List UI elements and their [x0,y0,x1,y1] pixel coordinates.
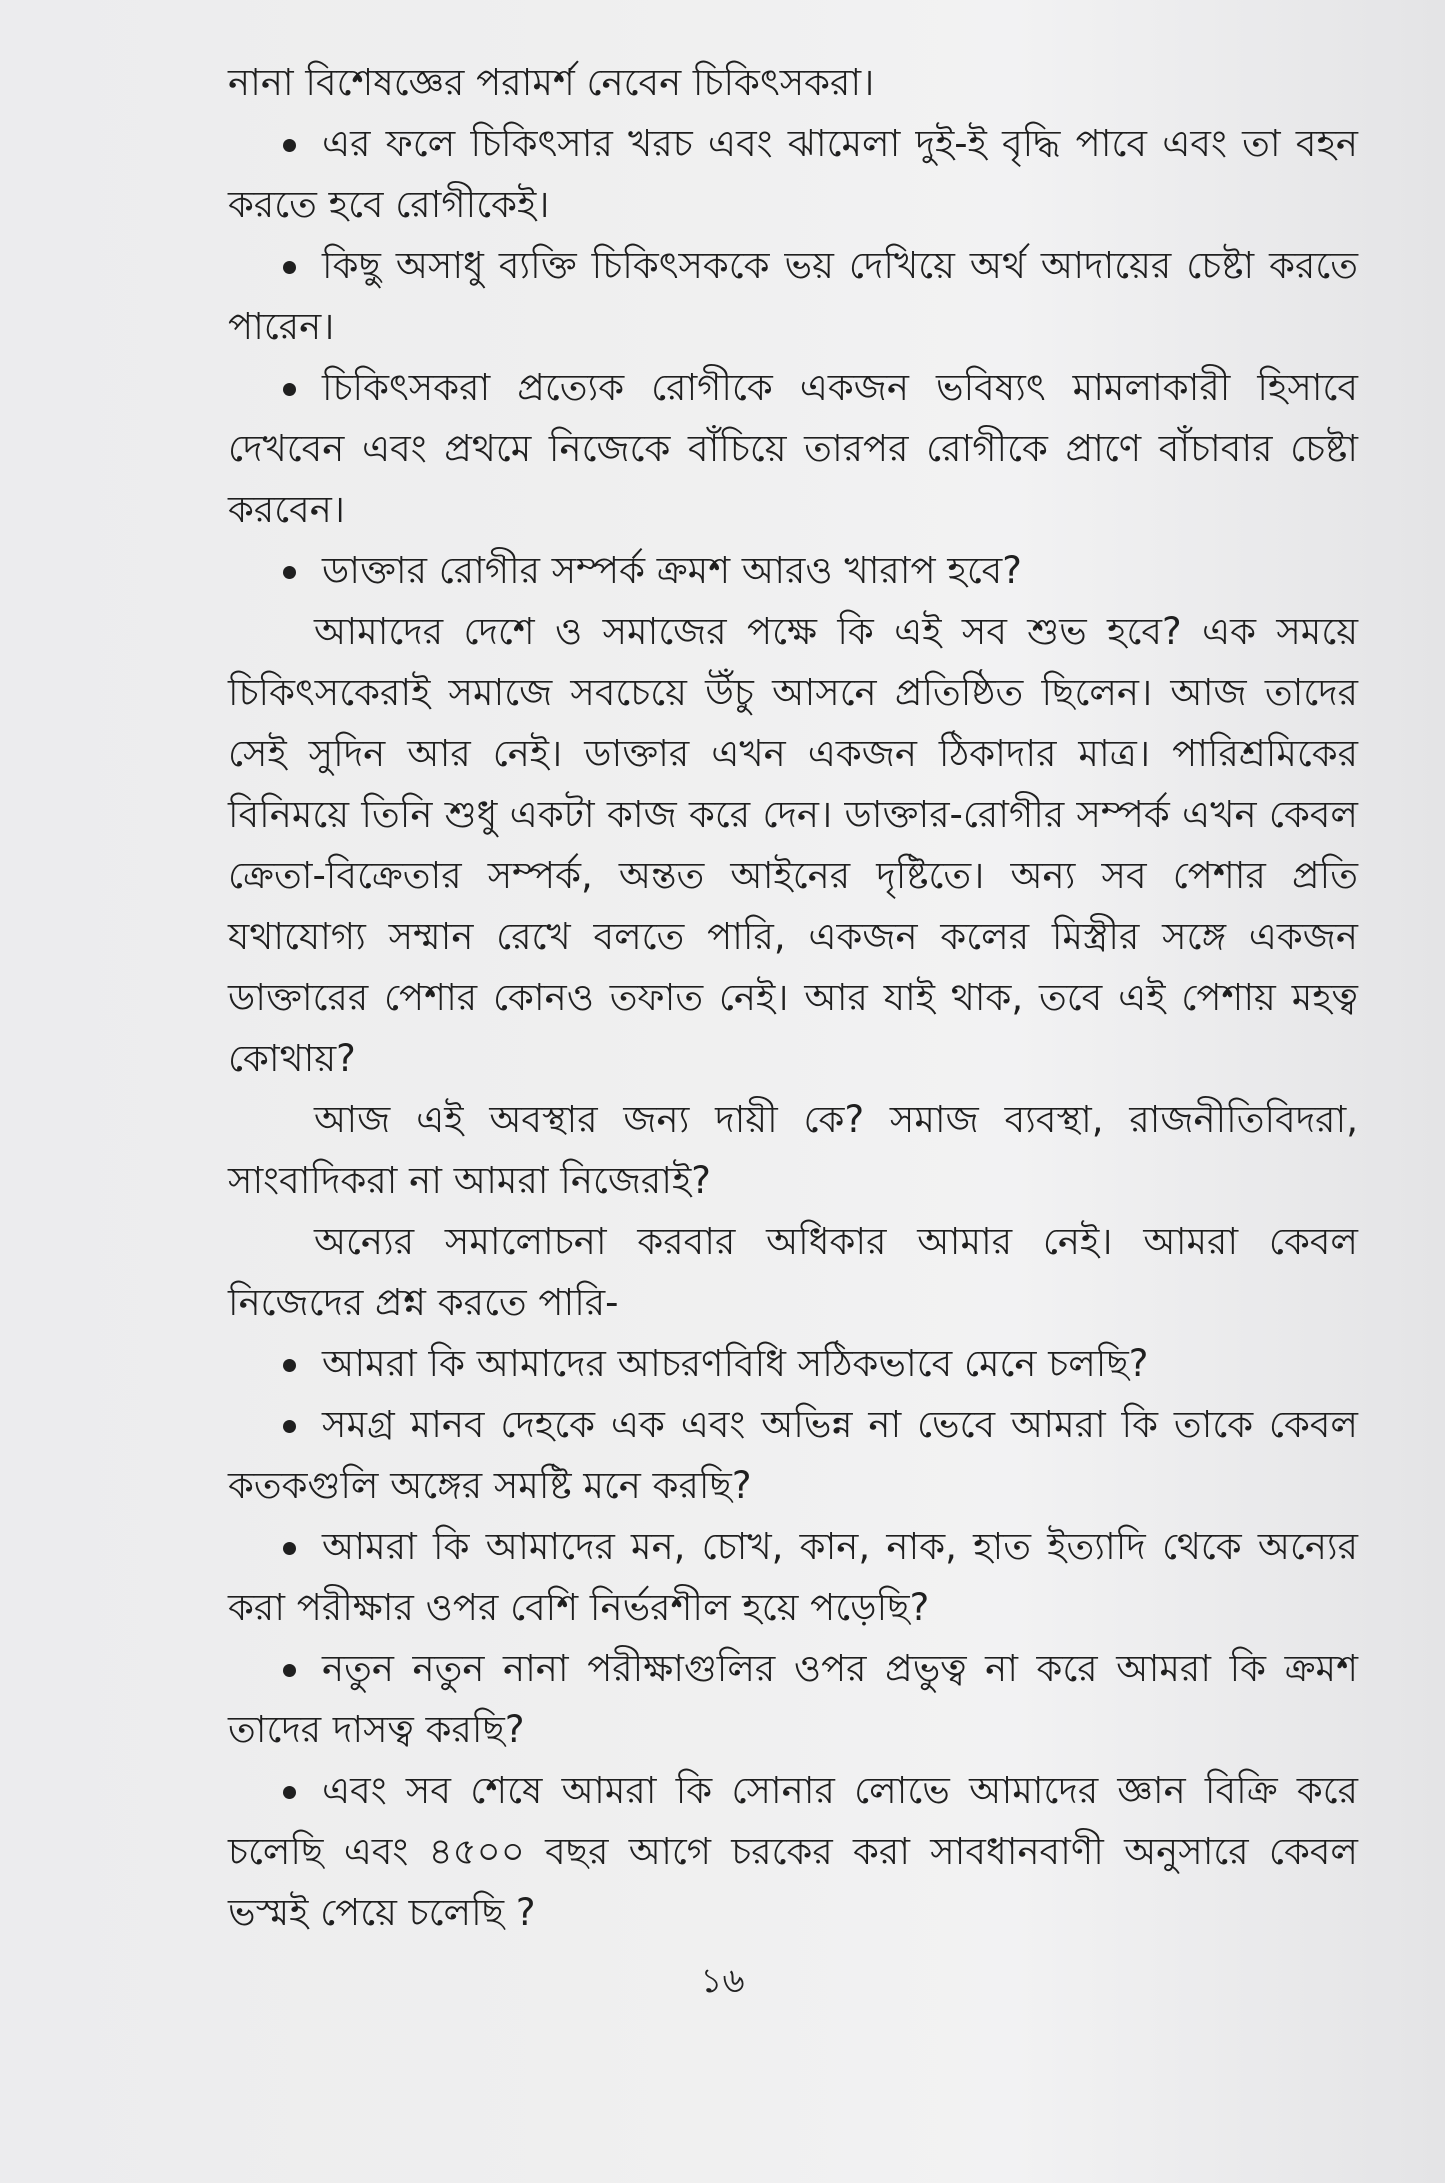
bullet-item-8-text: নতুন নতুন নানা পরীক্ষাগুলির ওপর প্রভুত্ব না করে আমরা কি ক্রমশ তাদের দাসত্ব করছি? [228,1647,1358,1751]
page-number: ১৬ [700,1961,745,2001]
bullet-icon [283,1786,296,1799]
paragraph-3 [228,1089,1358,1211]
bullet-item-6-text: সমগ্র মানব দেহকে এক এবং অভিন্ন না ভেবে আমরা কি তাকে কেবল কতকগুলি অঙ্গের সমষ্টি মনে করছি? [228,1403,1358,1507]
bullet-item-3-text: চিকিৎসকরা প্রত্যেক রোগীকে একজন ভবিষ্যৎ মামলাকারী হিসাবে দেখবেন এবং প্রথমে নিজেকে বাঁচিয়ে তারপর রোগীকে প্রাণে বাঁচাবার চেষ্টা করবেন। [228,366,1358,531]
body-text [228,52,1358,1943]
bullet-item-4 [228,540,1358,601]
bullet-icon [283,1420,296,1433]
bullet-icon [283,139,296,152]
paragraph-1 [228,52,1358,113]
bullet-item-7 [228,1516,1358,1638]
bullet-icon [283,566,296,579]
bullet-item-8 [228,1638,1358,1760]
bullet-item-2-text: কিছু অসাধু ব্যক্তি চিকিৎসককে ভয় দেখিয়ে অর্থ আদায়ের চেষ্টা করতে পারেন। [228,244,1358,348]
bullet-icon [283,383,296,396]
bullet-item-5-text: আমরা কি আমাদের আচরণবিধি সঠিকভাবে মেনে চলছি? [322,1342,1149,1385]
paragraph-2-text: আমাদের দেশে ও সমাজের পক্ষে কি এই সব শুভ হবে? এক সময়ে চিকিৎসকেরাই সমাজে সবচেয়ে উঁচু আসনে প্রতিষ্ঠিত ছিলেন। আজ তাদের সেই সুদিন আর নেই। ডাক্তার এখন একজন ঠিকাদার মাত্র। পারিশ্রমিকের বিনিময়ে তিনি শুধু একটা কাজ করে দেন। ডাক্তার-রোগীর সম্পর্ক এখন কেবল ক্রেতা-বিক্রেতার সম্পর্ক, অন্তত আইনের দৃষ্টিতে। অন্য সব পেশার প্রতি যথাযোগ্য সম্মান রেখে বলতে পারি, একজন কলের মিস্ত্রীর সঙ্গে একজন ডাক্তারের পেশার কোনও তফাত নেই। আর যাই থাক, তবে এই পেশায় মহত্ব কোথায়? [228,610,1359,1080]
bullet-item-5 [228,1333,1358,1394]
bullet-icon [283,1542,296,1555]
bullet-item-6 [228,1394,1358,1516]
bullet-icon [283,1664,296,1677]
bullet-item-9-text: এবং সব শেষে আমরা কি সোনার লোভে আমাদের জ্ঞান বিক্রি করে চলেছি এবং ৪৫০০ বছর আগে চরকের করা সাবধানবাণী অনুসারে কেবল ভস্মই পেয়ে চলেছি ? [228,1769,1358,1934]
bullet-item-9 [228,1760,1358,1943]
paragraph-3-text: আজ এই অবস্থার জন্য দায়ী কে? সমাজ ব্যবস্থা, রাজনীতিবিদরা, সাংবাদিকরা না আমরা নিজেরাই? [228,1098,1358,1202]
bullet-item-7-text: আমরা কি আমাদের মন, চোখ, কান, নাক, হাত ইত্যাদি থেকে অন্যের করা পরীক্ষার ওপর বেশি নির্ভরশীল হয়ে পড়েছি? [228,1525,1358,1629]
paragraph-4-text: অন্যের সমালোচনা করবার অধিকার আমার নেই। আমরা কেবল নিজেদের প্রশ্ন করতে পারি- [228,1220,1358,1324]
paragraph-2 [228,601,1358,1089]
bullet-item-4-text: ডাক্তার রোগীর সম্পর্ক ক্রমশ আরও খারাপ হবে? [322,549,1022,592]
bullet-item-2 [228,235,1358,357]
paragraph-1-text: নানা বিশেষজ্ঞের পরামর্শ নেবেন চিকিৎসকরা। [228,61,875,104]
paragraph-4 [228,1211,1358,1333]
bullet-item-3 [228,357,1358,540]
bullet-item-1 [228,113,1358,235]
bullet-icon [283,261,296,274]
bullet-item-1-text: এর ফলে চিকিৎসার খরচ এবং ঝামেলা দুই-ই বৃদ্ধি পাবে এবং তা বহন করতে হবে রোগীকেই। [228,122,1358,226]
bullet-icon [283,1359,296,1372]
